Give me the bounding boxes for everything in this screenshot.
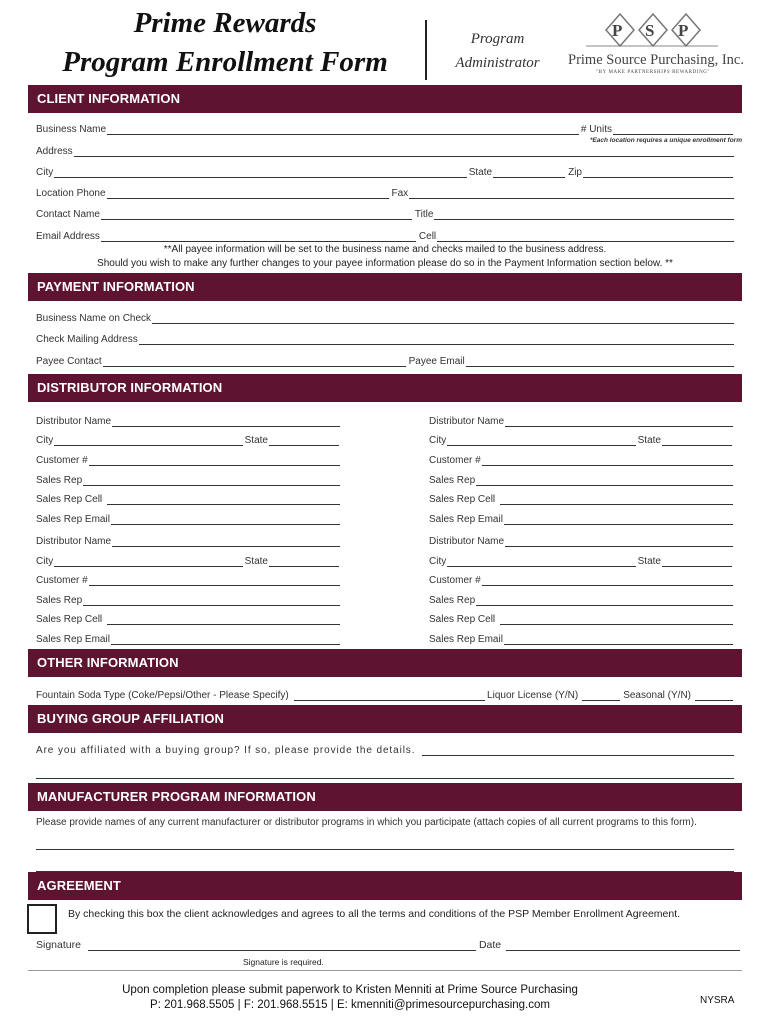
payee-contact-field[interactable] — [103, 357, 406, 367]
dist4-email-label: Sales Rep Email — [429, 634, 503, 645]
dist4-cell-field[interactable] — [500, 615, 733, 625]
dist4-cell-row — [429, 611, 735, 625]
dist3-state-field[interactable] — [269, 557, 339, 567]
buying-question: Are you affiliated with a buying group? If so, please provide the details. — [36, 745, 416, 756]
fountain-field[interactable] — [294, 691, 485, 701]
dist1-email-field[interactable] — [111, 515, 340, 525]
dist2-state-field[interactable] — [662, 436, 732, 446]
dist3-cell-field[interactable] — [107, 615, 340, 625]
check-address-label: Check Mailing Address — [36, 334, 138, 345]
check-name-label: Business Name on Check — [36, 313, 152, 324]
logo-tagline: "BY MAKE PARTNERSHIPS REWARDING" — [596, 70, 711, 75]
zip-field[interactable] — [583, 168, 733, 178]
dist2-customer-row — [429, 452, 735, 466]
signature-required: Signature is required. — [243, 957, 324, 967]
dist1-cell-label: Sales Rep Cell — [36, 494, 103, 505]
dist3-rep-field[interactable] — [83, 596, 340, 606]
dist1-city-field[interactable] — [54, 436, 242, 446]
dist4-name-field[interactable] — [505, 537, 733, 547]
dist1-rep-row — [36, 472, 342, 486]
dist1-state-label: State — [244, 435, 268, 446]
manufacturer-field-1[interactable] — [36, 840, 734, 850]
dist3-cell-label: Sales Rep Cell — [36, 614, 103, 625]
dist3-rep-row — [36, 592, 342, 606]
dist3-name-field[interactable] — [112, 537, 340, 547]
address-field[interactable] — [74, 147, 734, 157]
footer-code: NYSRA — [700, 995, 735, 1006]
dist1-email-label: Sales Rep Email — [36, 514, 110, 525]
zip-label: Zip — [568, 167, 582, 178]
city-field[interactable] — [54, 168, 467, 178]
date-label: Date — [478, 939, 502, 951]
dist2-city-row — [429, 432, 735, 446]
agreement-text: By checking this box the client acknowledges and agrees to all the terms and conditions of the PSP Member Enrollment Agreement. — [68, 908, 681, 920]
dist3-email-row — [36, 631, 342, 645]
dist1-city-label: City — [36, 435, 54, 446]
dist4-email-row — [429, 631, 735, 645]
buying-row — [36, 742, 736, 756]
psp-logo — [568, 10, 744, 80]
dist3-name-label: Distributor Name — [36, 536, 112, 547]
fountain-label: Fountain Soda Type (Coke/Pepsi/Other - Please Specify) — [36, 690, 289, 701]
dist2-name-field[interactable] — [505, 417, 733, 427]
location-phone-field[interactable] — [107, 189, 389, 199]
dist3-customer-row — [36, 572, 342, 586]
logo-letter-2: S — [645, 21, 655, 40]
logo-letter-1: P — [612, 21, 623, 40]
dist4-city-field[interactable] — [447, 557, 635, 567]
admin-label-line1: Program — [470, 31, 525, 47]
dist4-name-row — [429, 533, 735, 547]
dist2-email-field[interactable] — [504, 515, 733, 525]
client-note-line2: Should you wish to make any further changes to your payee information please do so in the Payment Information section below. ** — [97, 258, 673, 269]
liquor-field[interactable] — [582, 691, 620, 701]
dist3-cell-row — [36, 611, 342, 625]
footer-line2: P: 201.968.5505 | F: 201.968.5515 | E: kmenniti@primesourcepurchasing.com — [150, 999, 550, 1011]
dist4-rep-row — [429, 592, 735, 606]
form-title-line2: Program Enrollment Form — [62, 46, 388, 78]
contact-row — [36, 206, 736, 220]
dist4-city-label: City — [429, 556, 447, 567]
title-field[interactable] — [434, 210, 734, 220]
dist2-city-field[interactable] — [447, 436, 635, 446]
dist2-rep-field[interactable] — [476, 476, 733, 486]
business-name-field[interactable] — [107, 125, 579, 135]
business-name-label: Business Name — [36, 124, 107, 135]
dist3-customer-field[interactable] — [89, 576, 340, 586]
dist4-customer-label: Customer # — [429, 575, 481, 586]
dist3-customer-label: Customer # — [36, 575, 88, 586]
dist2-rep-row — [429, 472, 735, 486]
other-row — [36, 687, 736, 701]
form-title-line1: Prime Rewards — [133, 7, 317, 39]
phone-row — [36, 185, 736, 199]
dist4-state-field[interactable] — [662, 557, 732, 567]
footer-line1: Upon completion please submit paperwork to Kristen Menniti at Prime Source Purchasing — [122, 984, 578, 996]
buying-field-2[interactable] — [36, 769, 734, 779]
cell-field[interactable] — [437, 232, 734, 242]
contact-name-label: Contact Name — [36, 209, 100, 220]
signature-label: Signature — [36, 939, 81, 951]
dist3-state-label: State — [244, 556, 268, 567]
city-label: City — [36, 167, 54, 178]
section-agreement-header: AGREEMENT — [28, 872, 742, 900]
dist1-customer-field[interactable] — [89, 456, 340, 466]
dist4-state-label: State — [637, 556, 661, 567]
dist3-email-field[interactable] — [111, 635, 340, 645]
dist1-rep-field[interactable] — [83, 476, 340, 486]
dist3-email-label: Sales Rep Email — [36, 634, 110, 645]
cell-label: Cell — [418, 231, 437, 242]
email-field[interactable] — [101, 232, 416, 242]
units-label: # Units — [580, 124, 612, 135]
manufacturer-row-1 — [36, 836, 736, 850]
dist2-customer-label: Customer # — [429, 455, 481, 466]
logo-letter-3: P — [678, 21, 689, 40]
manufacturer-row-2 — [36, 858, 736, 872]
dist3-city-field[interactable] — [54, 557, 242, 567]
dist4-name-label: Distributor Name — [429, 536, 505, 547]
buying-field[interactable] — [422, 746, 734, 756]
dist2-name-label: Distributor Name — [429, 416, 505, 427]
dist1-city-row — [36, 432, 342, 446]
dist1-name-field[interactable] — [112, 417, 340, 427]
dist2-cell-label: Sales Rep Cell — [429, 494, 496, 505]
dist4-customer-field[interactable] — [482, 576, 733, 586]
address-row — [36, 143, 736, 157]
payee-contact-label: Payee Contact — [36, 356, 102, 367]
dist3-city-row — [36, 553, 342, 567]
email-row — [36, 228, 736, 242]
check-name-field[interactable] — [152, 314, 734, 324]
section-manufacturer-header: MANUFACTURER PROGRAM INFORMATION — [28, 783, 742, 811]
section-buying-header: BUYING GROUP AFFILIATION — [28, 705, 742, 733]
manufacturer-field-2[interactable] — [36, 862, 734, 872]
check-name-row — [36, 310, 736, 324]
dist1-customer-row — [36, 452, 342, 466]
dist2-state-label: State — [637, 435, 661, 446]
dist2-cell-field[interactable] — [500, 495, 733, 505]
state-field[interactable] — [493, 168, 565, 178]
dist4-email-field[interactable] — [504, 635, 733, 645]
dist1-name-label: Distributor Name — [36, 416, 112, 427]
contact-name-field[interactable] — [101, 210, 412, 220]
dist2-customer-field[interactable] — [482, 456, 733, 466]
buying-row-2 — [36, 765, 736, 779]
manufacturer-instruction-row — [36, 814, 736, 828]
client-note-line1: **All payee information will be set to the business name and checks mailed to the business address. — [163, 244, 607, 255]
dist4-cell-label: Sales Rep Cell — [429, 614, 496, 625]
signature-row — [36, 937, 742, 951]
dist1-cell-field[interactable] — [107, 495, 340, 505]
dist1-customer-label: Customer # — [36, 455, 88, 466]
dist2-rep-label: Sales Rep — [429, 475, 476, 486]
dist4-customer-row — [429, 572, 735, 586]
payee-email-field[interactable] — [466, 357, 734, 367]
date-field[interactable] — [506, 941, 740, 951]
address-label: Address — [36, 146, 73, 157]
section-other-header: OTHER INFORMATION — [28, 649, 742, 677]
payee-email-label: Payee Email — [408, 356, 465, 367]
dist3-city-label: City — [36, 556, 54, 567]
admin-label-line2: Administrator — [455, 55, 540, 71]
signature-field[interactable] — [88, 941, 476, 951]
dist2-cell-row — [429, 491, 735, 505]
city-row — [36, 164, 736, 178]
dist1-rep-label: Sales Rep — [36, 475, 83, 486]
location-phone-label: Location Phone — [36, 188, 106, 199]
dist1-state-field[interactable] — [269, 436, 339, 446]
check-address-row — [36, 331, 736, 345]
payee-row — [36, 353, 736, 367]
seasonal-label: Seasonal (Y/N) — [623, 690, 691, 701]
check-address-field[interactable] — [139, 335, 734, 345]
header-divider — [425, 20, 427, 80]
fax-label: Fax — [391, 188, 409, 199]
section-payment-header: PAYMENT INFORMATION — [28, 273, 742, 301]
title-label: Title — [414, 209, 434, 220]
seasonal-field[interactable] — [695, 691, 733, 701]
dist3-name-row — [36, 533, 342, 547]
dist4-city-row — [429, 553, 735, 567]
footer-divider — [28, 970, 742, 971]
dist4-rep-field[interactable] — [476, 596, 733, 606]
manufacturer-instruction: Please provide names of any current manufacturer or distributor programs in which you participate (attach copies of all current programs to this form). — [36, 817, 697, 828]
business-name-row — [36, 121, 736, 135]
dist1-name-row — [36, 413, 342, 427]
section-distributor-header: DISTRIBUTOR INFORMATION — [28, 374, 742, 402]
dist2-name-row — [429, 413, 735, 427]
units-field[interactable] — [613, 125, 733, 135]
state-label: State — [468, 167, 493, 178]
email-label: Email Address — [36, 231, 100, 242]
dist1-cell-row — [36, 491, 342, 505]
agreement-checkbox[interactable] — [27, 904, 57, 934]
fax-field[interactable] — [409, 189, 734, 199]
dist4-rep-label: Sales Rep — [429, 595, 476, 606]
units-note: *Each location requires a unique enrollment form — [589, 137, 742, 144]
section-client-header: CLIENT INFORMATION — [28, 85, 742, 113]
dist2-email-row — [429, 511, 735, 525]
dist2-city-label: City — [429, 435, 447, 446]
logo-company-name: Prime Source Purchasing, Inc. — [568, 52, 744, 68]
dist1-email-row — [36, 511, 342, 525]
dist3-rep-label: Sales Rep — [36, 595, 83, 606]
dist2-email-label: Sales Rep Email — [429, 514, 503, 525]
liquor-label: Liquor License (Y/N) — [487, 690, 579, 701]
